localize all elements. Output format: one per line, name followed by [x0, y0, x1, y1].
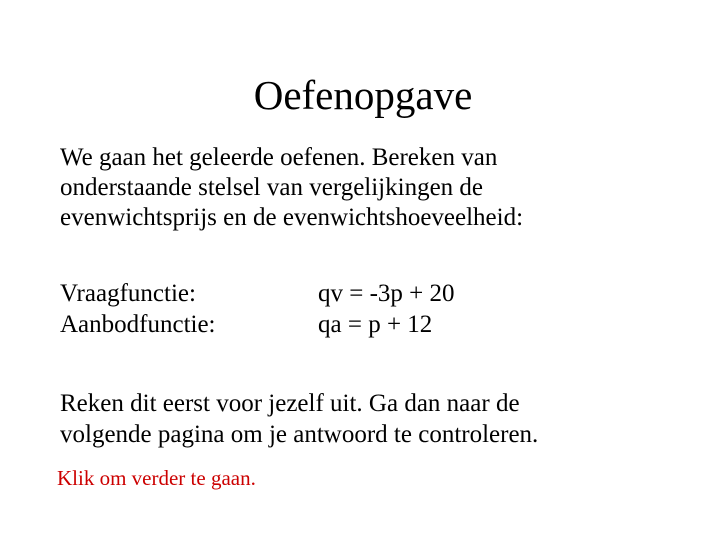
- outro-line: Reken dit eerst voor jezelf uit. Ga dan naar de: [60, 390, 520, 417]
- outro-line: volgende pagina om je antwoord te controleren.: [60, 421, 539, 448]
- supply-function-formula: qa = p + 12: [318, 311, 433, 338]
- outro-paragraph: [60, 388, 680, 450]
- equation-block: [60, 278, 680, 340]
- intro-paragraph: [60, 143, 680, 233]
- next-page-link[interactable]: Klik om verder te gaan.: [57, 466, 256, 490]
- intro-line: evenwichtsprijs en de evenwichtshoeveelheid:: [60, 204, 524, 231]
- equation-row-supply: [60, 309, 680, 340]
- intro-line: We gaan het geleerde oefenen. Bereken van: [60, 144, 498, 171]
- demand-function-label: Vraagfunctie:: [60, 280, 196, 307]
- equation-row-demand: [60, 278, 680, 309]
- slide-title: Oefenopgave: [253, 72, 473, 118]
- intro-line: onderstaande stelsel van vergelijkingen de: [60, 174, 484, 201]
- demand-function-formula: qv = -3p + 20: [318, 280, 455, 307]
- supply-function-label: Aanbodfunctie:: [60, 311, 216, 338]
